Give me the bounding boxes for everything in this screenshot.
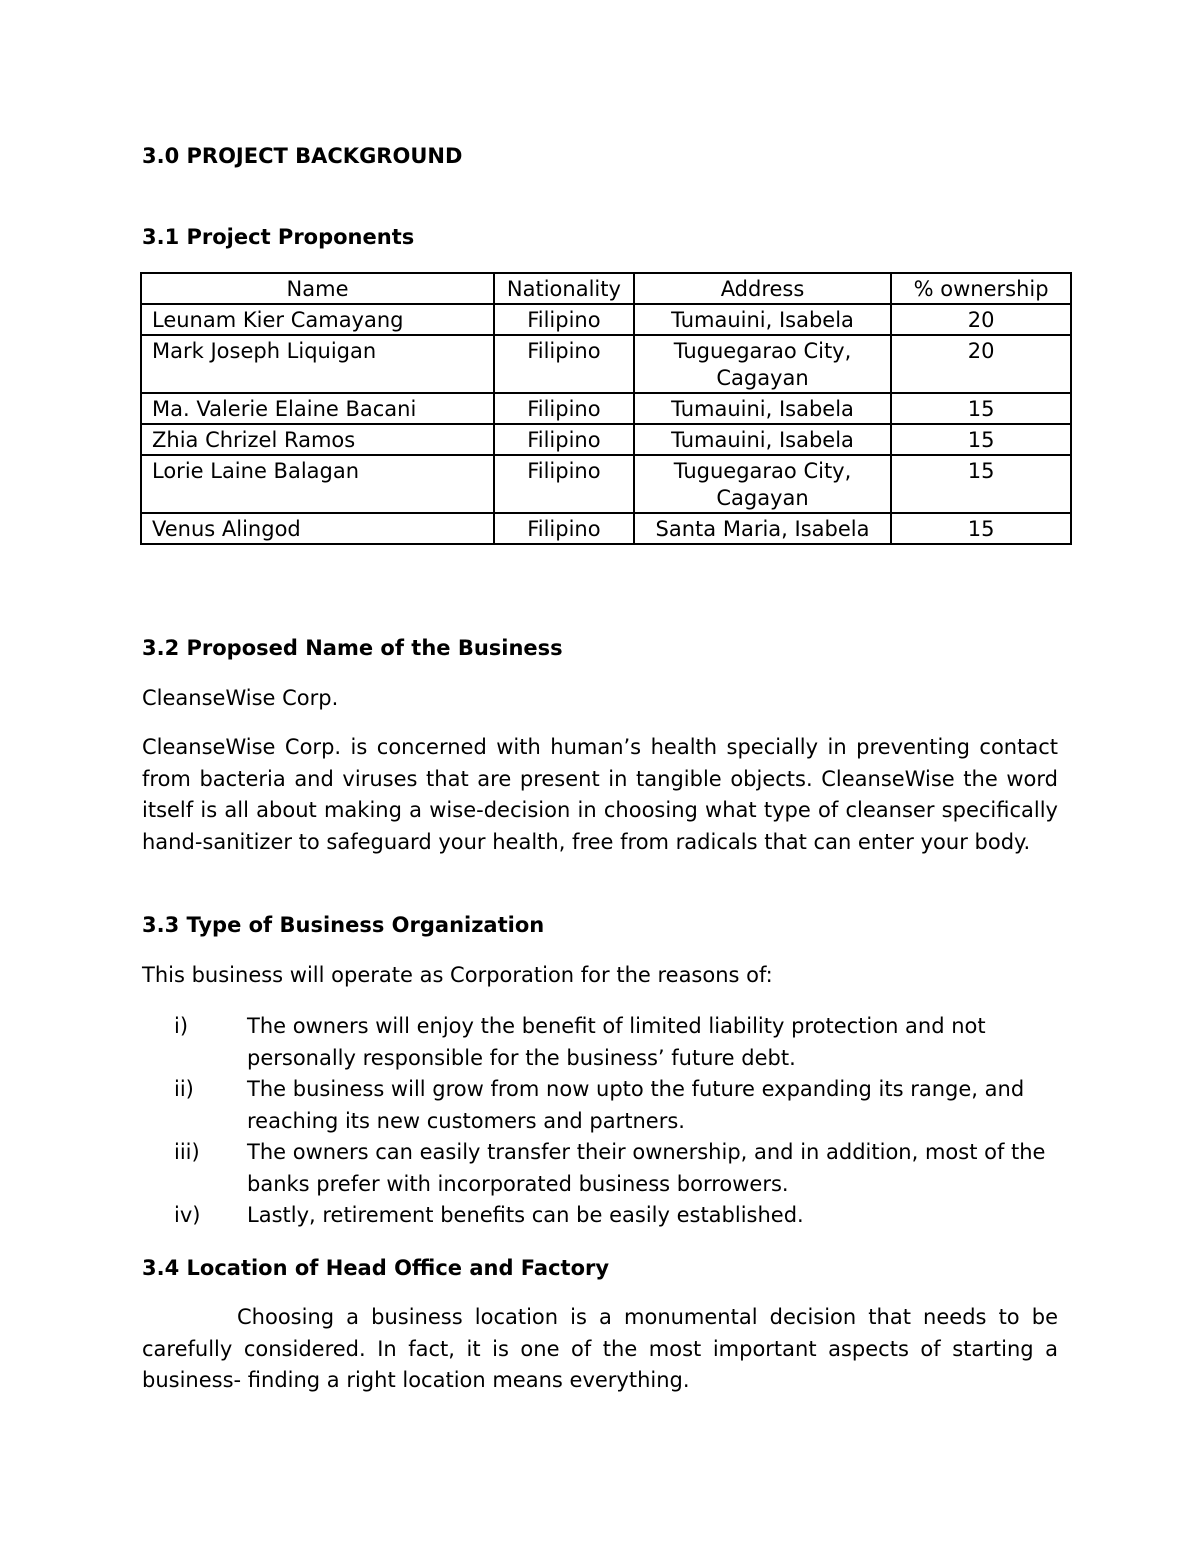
- cell-name: Ma. Valerie Elaine Bacani: [141, 393, 494, 424]
- list-item: [142, 1074, 1058, 1137]
- cell-ownership: 15: [891, 513, 1071, 544]
- section-heading-location: 3.4 Location of Head Office and Factory: [142, 1256, 610, 1280]
- cell-ownership: 20: [891, 335, 1071, 393]
- table-row: [141, 393, 1071, 424]
- cell-name: Zhia Chrizel Ramos: [141, 424, 494, 455]
- cell-ownership: 15: [891, 455, 1071, 513]
- cell-ownership: 15: [891, 393, 1071, 424]
- list-item-number: iv): [174, 1203, 201, 1227]
- table-row: [141, 513, 1071, 544]
- table-header-row: [141, 273, 1071, 304]
- list-item-text: Lastly, retirement benefits can be easily established.: [247, 1203, 804, 1227]
- business-name-text: CleanseWise Corp.: [142, 686, 339, 710]
- cell-nationality: Filipino: [494, 335, 634, 393]
- proponents-table: [140, 272, 1072, 545]
- cell-address: Tumauini, Isabela: [634, 424, 891, 455]
- cell-name: Mark Joseph Liquigan: [141, 335, 494, 393]
- list-item-number: i): [174, 1014, 189, 1038]
- header-name: Name: [141, 273, 494, 304]
- cell-nationality: Filipino: [494, 393, 634, 424]
- cell-address: Tuguegarao City, Cagayan: [634, 335, 891, 393]
- cell-address: Tumauini, Isabela: [634, 304, 891, 335]
- cell-address: Santa Maria, Isabela: [634, 513, 891, 544]
- section-heading-proposed-name: 3.2 Proposed Name of the Business: [142, 636, 563, 660]
- cell-ownership: 15: [891, 424, 1071, 455]
- cell-address: Tumauini, Isabela: [634, 393, 891, 424]
- section-heading-organization-type: 3.3 Type of Business Organization: [142, 913, 545, 937]
- list-item: [142, 1137, 1058, 1200]
- list-item-number: iii): [174, 1140, 200, 1164]
- cell-name: Leunam Kier Camayang: [141, 304, 494, 335]
- table-row: [141, 455, 1071, 513]
- cell-nationality: Filipino: [494, 304, 634, 335]
- header-ownership: % ownership: [891, 273, 1071, 304]
- list-item-text: The owners can easily transfer their ownership, and in addition, most of the banks prefer with incorporated business borrowers.: [247, 1140, 1046, 1196]
- organization-intro-text: This business will operate as Corporation for the reasons of:: [142, 963, 773, 987]
- cell-name: Lorie Laine Balagan: [141, 455, 494, 513]
- cell-nationality: Filipino: [494, 424, 634, 455]
- business-description-paragraph: CleanseWise Corp. is concerned with human’s health specially in preventing contact from bacteria and viruses that are present in tangible objects. CleanseWise the word itself is all about making a wise-decision in choosing what type of cleanser specifically hand-sanitizer to safeguard your health, free from radicals that can enter your body.: [142, 735, 1058, 854]
- cell-ownership: 20: [891, 304, 1071, 335]
- section-heading-project-proponents: 3.1 Project Proponents: [142, 225, 415, 249]
- cell-nationality: Filipino: [494, 513, 634, 544]
- cell-nationality: Filipino: [494, 455, 634, 513]
- header-nationality: Nationality: [494, 273, 634, 304]
- table-row: [141, 304, 1071, 335]
- location-paragraph: Choosing a business location is a monumental decision that needs to be carefully considered. In fact, it is one of the most important aspects of starting a business- finding a right location means everything.: [142, 1305, 1058, 1392]
- list-item: [142, 1200, 1058, 1232]
- cell-name: Venus Alingod: [141, 513, 494, 544]
- reasons-list: [142, 1011, 1058, 1232]
- cell-address: Tuguegarao City, Cagayan: [634, 455, 891, 513]
- section-heading-project-background: 3.0 PROJECT BACKGROUND: [142, 144, 463, 168]
- list-item-number: ii): [174, 1077, 194, 1101]
- list-item: [142, 1011, 1058, 1074]
- list-item-text: The business will grow from now upto the future expanding its range, and reaching its new customers and partners.: [247, 1077, 1025, 1133]
- list-item-text: The owners will enjoy the benefit of limited liability protection and not personally responsible for the business’ future debt.: [247, 1014, 986, 1070]
- header-address: Address: [634, 273, 891, 304]
- table-row: [141, 335, 1071, 393]
- table-row: [141, 424, 1071, 455]
